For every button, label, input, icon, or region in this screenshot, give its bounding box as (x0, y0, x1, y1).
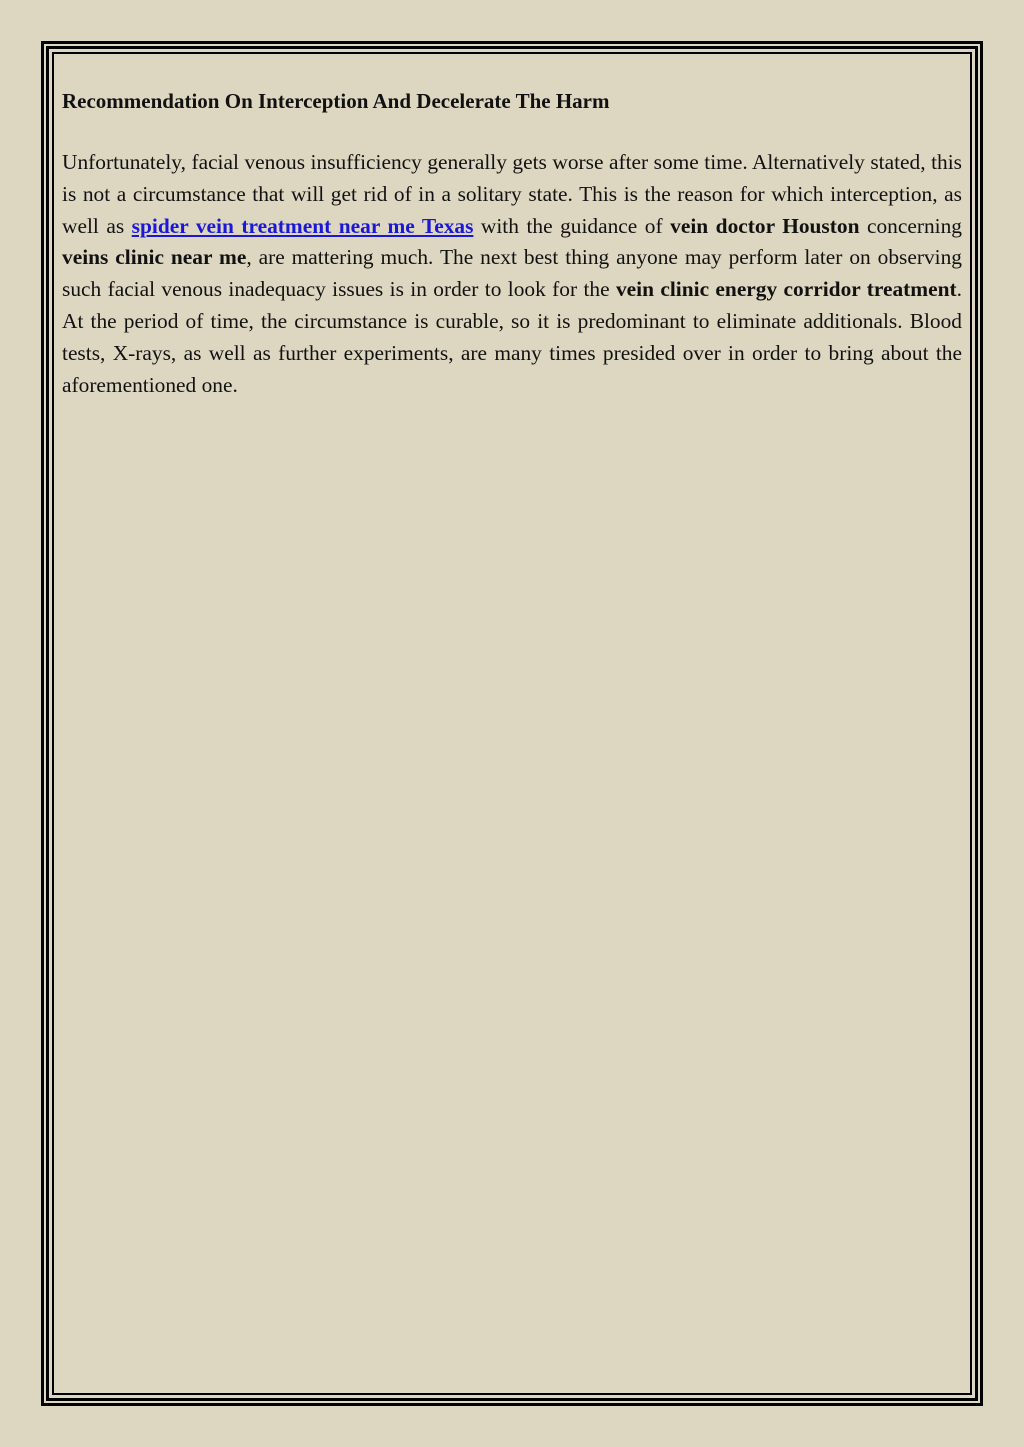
bold-keyword: vein clinic energy corridor treatment (615, 277, 957, 302)
paragraph-text: concerning (859, 213, 963, 238)
document-content (62, 86, 962, 401)
paragraph-text: Unfortunately, facial venous insufficiency generally gets worse after some time. Alternatively stated, this is not a circumstance that will get rid of in a solitary state. This is the reason for which interception, as well as (62, 150, 962, 238)
spider-vein-treatment-link[interactable]: spider vein treatment near me Texas (131, 213, 474, 238)
bold-keyword: vein doctor Houston (670, 213, 860, 238)
document-heading: Recommendation On Interception And Decelerate The Harm (62, 89, 610, 113)
paragraph-text: , are mattering much. The next best thing anyone may perform later on observing such facial venous inadequacy issues is in order to look for the (62, 245, 962, 302)
paragraph-text: . At the period of time, the circumstance is curable, so it is predominant to eliminate additionals. Blood tests, X-rays, as well as further experiments, are many times presided over in order to bring about the aforementioned one. (62, 277, 962, 397)
body-paragraph (62, 147, 962, 401)
bold-keyword: veins clinic near me (62, 245, 247, 270)
paragraph-text: with the guidance of (473, 213, 671, 238)
